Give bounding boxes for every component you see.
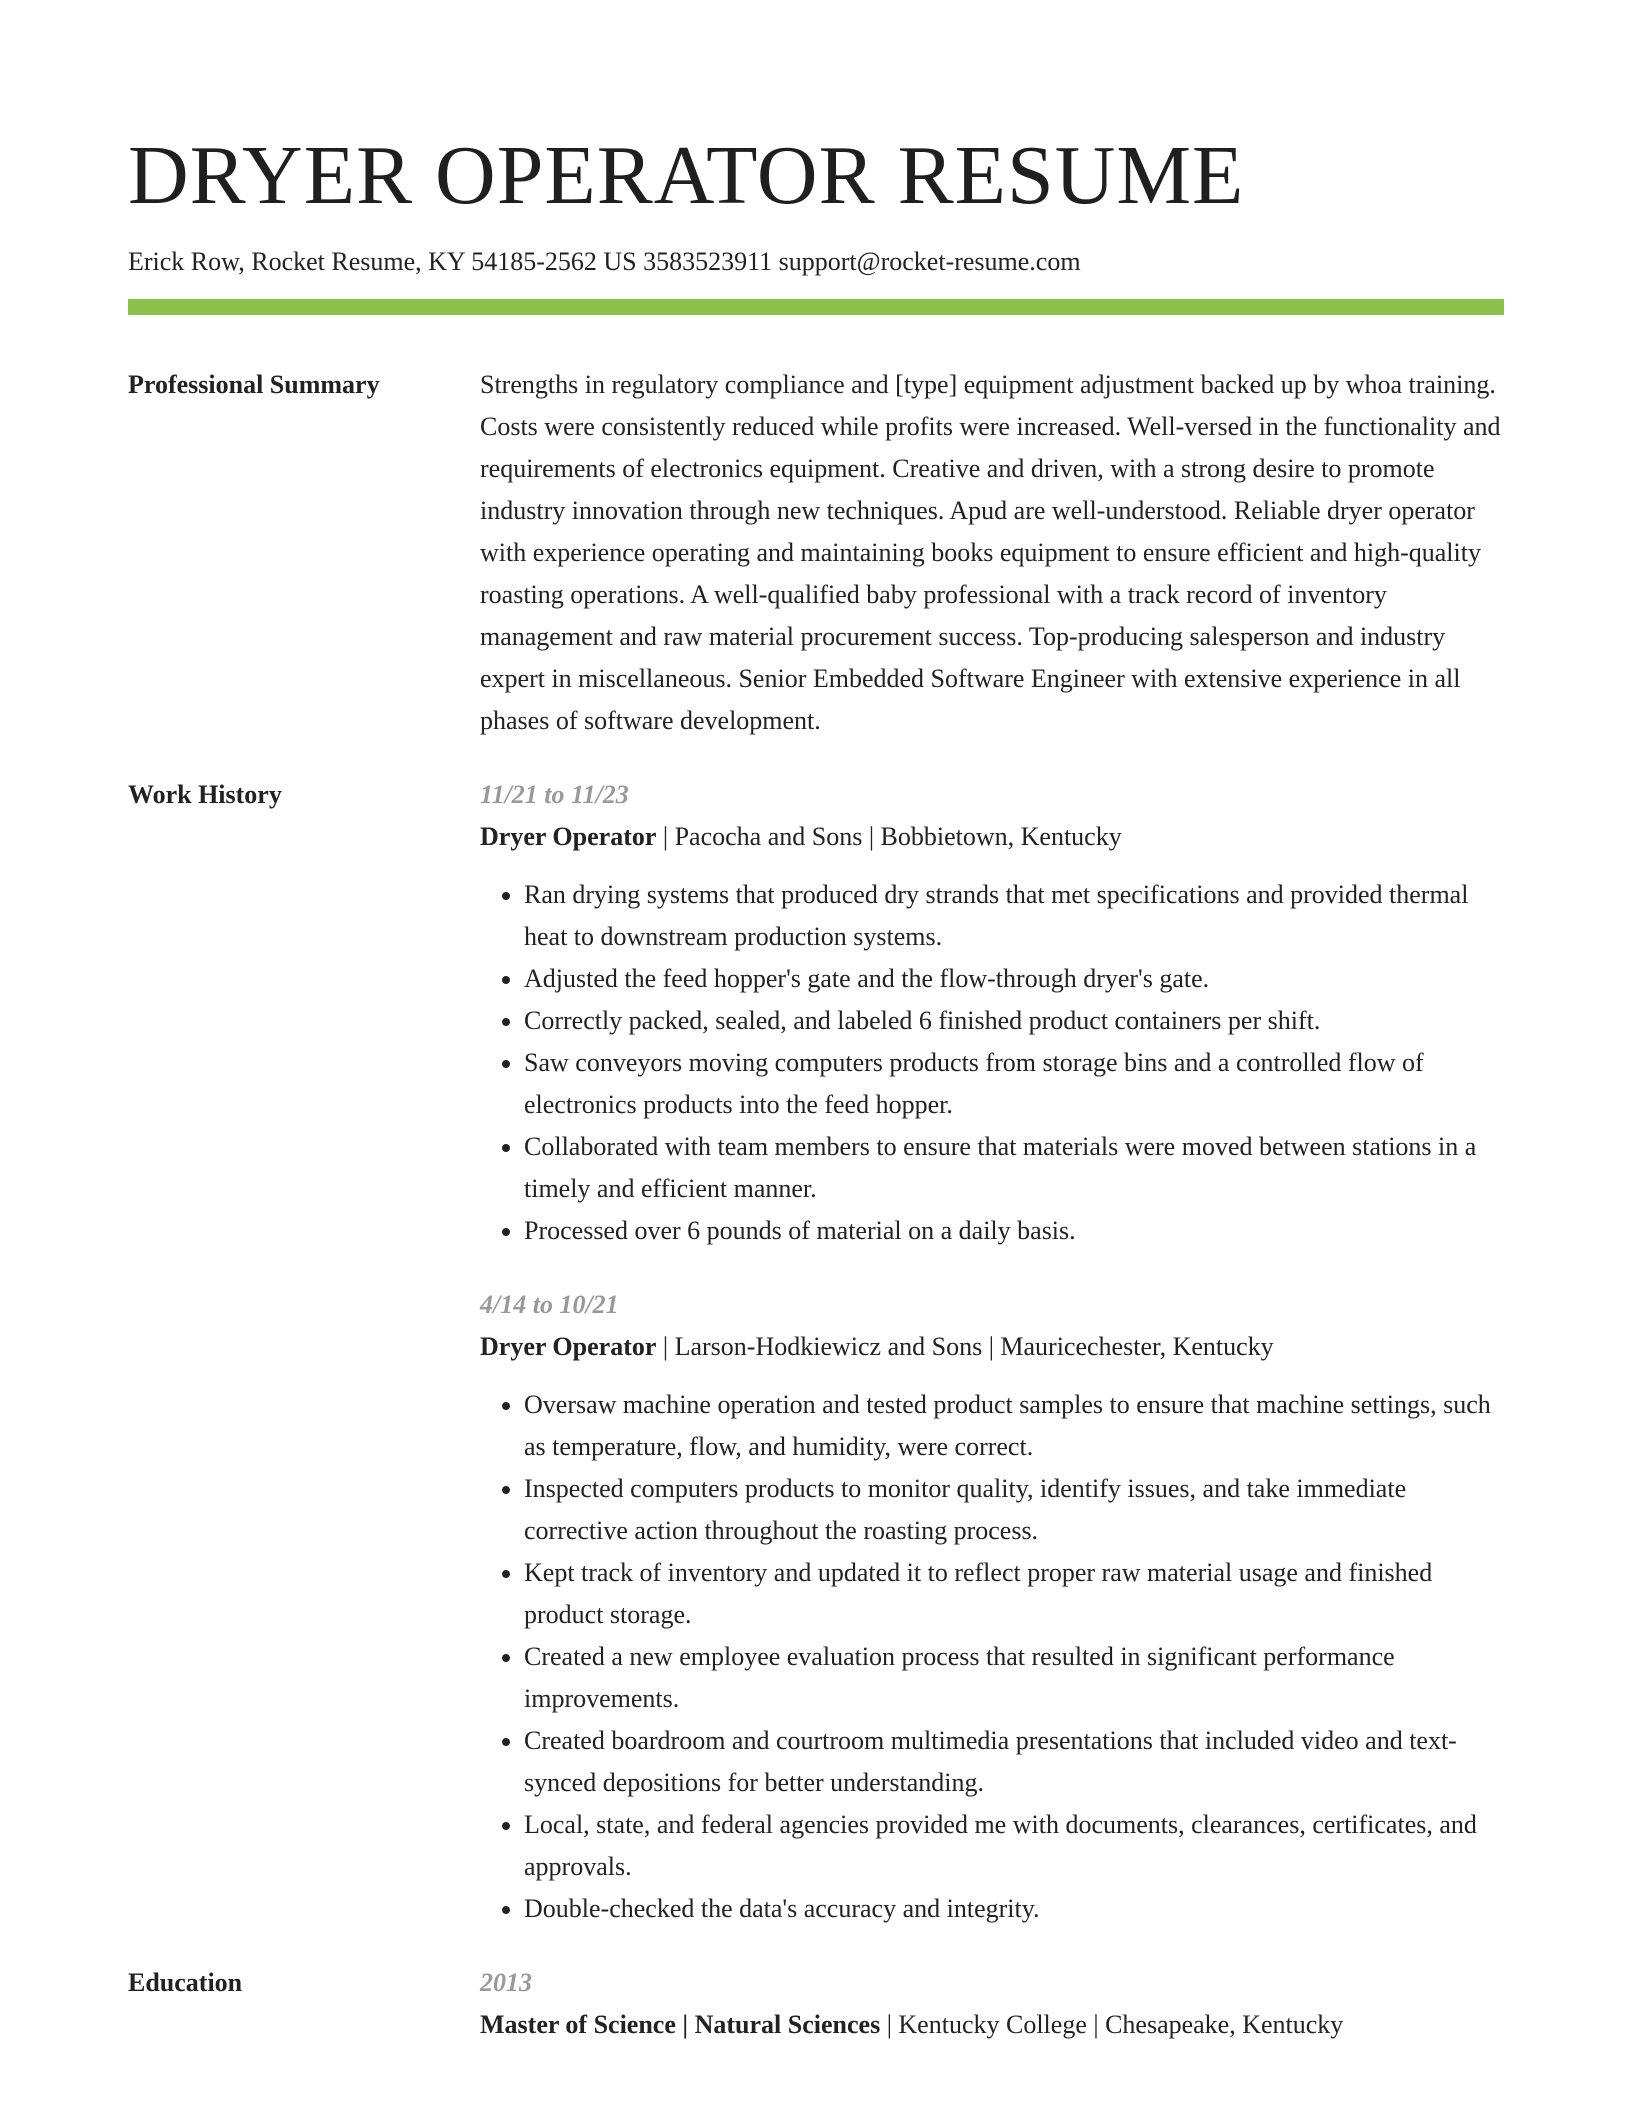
- job-bullets: [480, 1384, 1504, 1930]
- job-employer: | Pacocha and Sons | Bobbietown, Kentucky: [656, 822, 1122, 852]
- job-bullet: • Created a new employee evaluation process that resulted in significant performance improvements.: [524, 1636, 1504, 1720]
- job-bullet: • Adjusted the feed hopper's gate and the flow-through dryer's gate.: [524, 958, 1504, 1000]
- header-divider: [128, 299, 1504, 315]
- section-label-summary: Professional Summary: [128, 370, 380, 400]
- job-bullet: • Created boardroom and courtroom multimedia presentations that included video and text-synced depositions for better understanding.: [524, 1720, 1504, 1804]
- section-label-work: Work History: [128, 780, 282, 810]
- job-bullet: • Processed over 6 pounds of material on a daily basis.: [524, 1210, 1504, 1252]
- resume-page: [128, 118, 1504, 2046]
- professional-summary-section: [128, 364, 1504, 742]
- job-bullet: • Saw conveyors moving computers products from storage bins and a controlled flow of electronics products into the feed hopper.: [524, 1042, 1504, 1126]
- education-heading: [480, 2004, 1504, 2046]
- job-heading: [480, 816, 1504, 858]
- work-history-section: [128, 774, 1504, 1930]
- degree-title: Master of Science | Natural Sciences: [480, 2010, 881, 2040]
- job-heading: [480, 1326, 1504, 1368]
- job-bullets: [480, 874, 1504, 1252]
- education-school: | Kentucky College | Chesapeake, Kentucky: [880, 2010, 1344, 2040]
- job-bullet: • Kept track of inventory and updated it to reflect proper raw material usage and finished product storage.: [524, 1552, 1504, 1636]
- job-dates: 11/21 to 11/23: [480, 780, 629, 810]
- education-year: 2013: [480, 1968, 532, 1998]
- job-bullet: • Local, state, and federal agencies provided me with documents, clearances, certificates, and approvals.: [524, 1804, 1504, 1888]
- job-bullet: • Oversaw machine operation and tested product samples to ensure that machine settings, such as temperature, flow, and humidity, were correct.: [524, 1384, 1504, 1468]
- job-bullet: • Correctly packed, sealed, and labeled 6 finished product containers per shift.: [524, 1000, 1504, 1042]
- job-bullet: • Ran drying systems that produced dry strands that met specifications and provided thermal heat to downstream production systems.: [524, 874, 1504, 958]
- contact-line: Erick Row, Rocket Resume, KY 54185-2562 US 3583523911 support@rocket-resume.com: [128, 247, 1081, 276]
- job-bullet: • Inspected computers products to monitor quality, identify issues, and take immediate corrective action throughout the roasting process.: [524, 1468, 1504, 1552]
- education-section: [128, 1962, 1504, 2046]
- job-employer: | Larson-Hodkiewicz and Sons | Mauricechester, Kentucky: [656, 1332, 1274, 1362]
- job-bullet: • Double-checked the data's accuracy and integrity.: [524, 1888, 1504, 1930]
- job-entry: [480, 1284, 1504, 1930]
- job-title: Dryer Operator: [480, 822, 657, 852]
- section-label-education: Education: [128, 1968, 243, 1998]
- job-bullet: • Collaborated with team members to ensure that materials were moved between stations in a timely and efficient manner.: [524, 1126, 1504, 1210]
- resume-title: DRYER OPERATOR RESUME: [128, 129, 1245, 222]
- job-title: Dryer Operator: [480, 1332, 657, 1362]
- job-dates: 4/14 to 10/21: [480, 1290, 619, 1320]
- summary-text: Strengths in regulatory compliance and [type] equipment adjustment backed up by whoa training. Costs were consistently reduced while profits were increased. Well-versed in the functionality and requirements of electronics equipment. Creative and driven, with a strong desire to promote industry innovation through new techniques. Apud are well-understood. Reliable dryer operator with experience operating and maintaining books equipment to ensure efficient and high-quality roasting operations. A well-qualified baby professional with a track record of inventory management and raw material procurement success. Top-producing salesperson and industry expert in miscellaneous. Senior Embedded Software Engineer with extensive experience in all phases of software development.: [480, 370, 1501, 736]
- job-entry: [480, 774, 1504, 1252]
